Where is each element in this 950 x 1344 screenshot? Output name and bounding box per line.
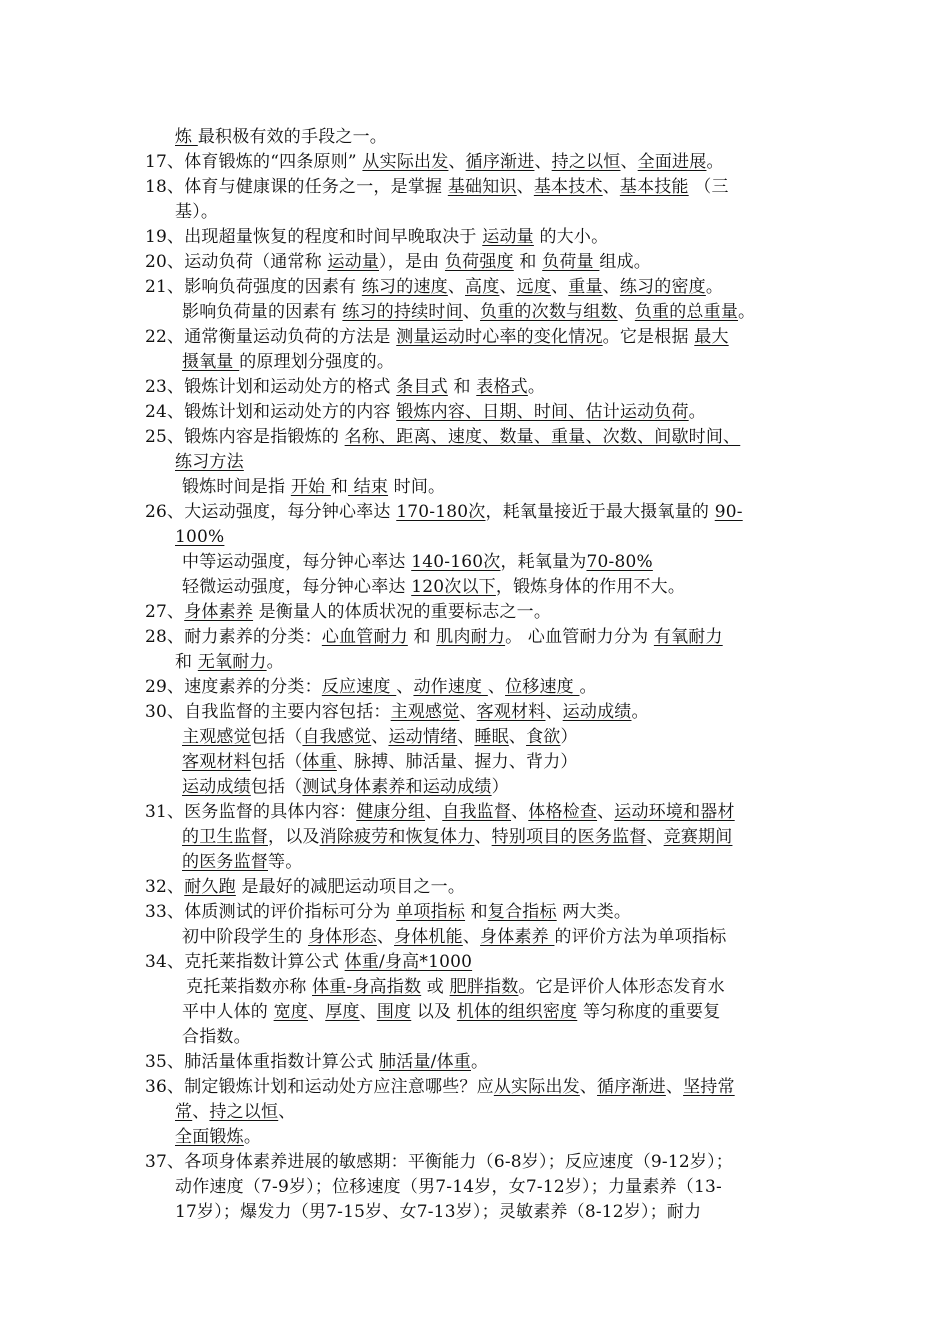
text-line xyxy=(182,351,394,373)
underlined-answer: 练习方法 xyxy=(175,452,244,472)
text-segment: 、 xyxy=(487,677,506,697)
underlined-answer: 主观感觉 xyxy=(182,727,251,747)
text-segment: 33、体质测试的评价指标可分为 xyxy=(145,902,397,922)
text-segment: 和 xyxy=(407,627,437,647)
underlined-answer: 最大 xyxy=(694,327,729,347)
text-segment: 28、耐力素养的分类： xyxy=(145,627,322,647)
text-segment: 17岁）；爆发力（男7-15岁、女7-13岁）；灵敏素养（8-12岁）；耐力 xyxy=(175,1202,702,1222)
text-segment: 、 xyxy=(474,827,492,847)
text-segment: 。 xyxy=(738,302,756,322)
underlined-answer: 基本技术 xyxy=(533,177,603,197)
text-segment: 。 xyxy=(243,1127,262,1147)
text-segment: 。 xyxy=(706,152,724,172)
text-line xyxy=(175,1101,295,1123)
underlined-answer: 睡眠 xyxy=(474,727,509,747)
text-segment: 的评价方法为单项指标 xyxy=(554,927,727,947)
text-segment: 锻炼时间是指 xyxy=(182,477,291,497)
text-line xyxy=(145,151,724,173)
text-segment: 31、医务监督的具体内容： xyxy=(145,802,357,822)
text-line xyxy=(182,551,653,573)
text-line xyxy=(145,426,740,448)
text-line xyxy=(145,1051,488,1073)
text-segment: 的原理划分强度的。 xyxy=(239,352,395,372)
text-segment: 、 xyxy=(462,927,481,947)
text-line xyxy=(145,226,608,248)
text-segment: 、 xyxy=(617,302,635,322)
text-segment: 。 xyxy=(527,377,546,397)
text-segment: ） xyxy=(560,727,578,747)
underlined-answer: 自我感觉 xyxy=(302,727,372,747)
underlined-answer: 单项指标 xyxy=(396,902,466,922)
text-segment: 。 xyxy=(579,677,597,697)
underlined-answer: 竞赛期间 xyxy=(663,827,733,847)
underlined-answer: 动作速度 xyxy=(413,677,488,697)
text-segment: 和 xyxy=(447,377,477,397)
text-segment: 和 xyxy=(330,477,349,497)
text-segment: 、 xyxy=(499,277,517,297)
underlined-answer: 持之以恒 xyxy=(551,152,621,172)
text-line xyxy=(182,576,685,598)
text-segment: ，以及 xyxy=(268,827,320,847)
underlined-answer: 测量运动时心率的变化情况 xyxy=(396,327,603,347)
underlined-answer: 运动情绪 xyxy=(388,727,458,747)
text-segment: 包括（ xyxy=(250,752,303,772)
text-segment: 34、克托莱指数计算公式 xyxy=(145,952,345,972)
text-segment: 23、锻炼计划和运动处方的格式 xyxy=(145,377,397,397)
underlined-answer: 位移速度 xyxy=(505,677,580,697)
text-line xyxy=(145,401,706,423)
underlined-answer: 肺活量/体重 xyxy=(379,1052,471,1072)
text-segment: 、 xyxy=(396,677,414,697)
text-line xyxy=(145,901,631,923)
text-line xyxy=(175,126,387,148)
text-segment: 的大小。 xyxy=(533,227,609,247)
underlined-answer: 体格检查 xyxy=(528,802,598,822)
underlined-answer: 的卫生监督 xyxy=(182,827,268,847)
underlined-answer: 负重的总重量 xyxy=(634,302,739,322)
underlined-answer: 机体的组织密度 xyxy=(456,1002,578,1022)
text-line xyxy=(182,776,509,798)
underlined-answer: 运动量 xyxy=(327,252,380,272)
text-segment: 两大类。 xyxy=(556,902,632,922)
text-segment: 动作速度（7-9岁）；位移速度（男7-14岁，女7-12岁）；力量素养（13- xyxy=(175,1177,722,1197)
text-line xyxy=(175,201,218,223)
text-segment: 或 xyxy=(421,977,450,997)
underlined-answer: 坚持常 xyxy=(683,1077,735,1097)
text-segment: 、 xyxy=(278,1102,296,1122)
text-segment: 、 xyxy=(516,177,534,197)
text-segment: ，耗氧量为 xyxy=(500,552,587,572)
text-line xyxy=(182,1001,720,1023)
underlined-answer: 120次以下 xyxy=(411,577,496,597)
text-line xyxy=(186,976,725,998)
underlined-answer: 从实际出发 xyxy=(362,152,449,172)
text-segment: 、 xyxy=(359,1002,377,1022)
underlined-answer: 远度 xyxy=(516,277,552,297)
text-segment: 22、通常衡量运动负荷的方法是 xyxy=(145,327,397,347)
text-segment: 、 xyxy=(534,152,552,172)
text-segment: 是最好的减肥运动项目之一。 xyxy=(235,877,466,897)
text-segment: 。 心血管耐力分为 xyxy=(505,627,654,647)
text-segment: 、 xyxy=(620,152,638,172)
text-segment: 19、出现超量恢复的程度和时间早晚取决于 xyxy=(145,227,483,247)
text-segment: 包括（ xyxy=(250,777,303,797)
text-line xyxy=(145,376,545,398)
text-segment: 、 xyxy=(459,702,477,722)
text-segment: 包括（ xyxy=(250,727,303,747)
underlined-answer: 条目式 xyxy=(396,377,448,397)
underlined-answer: 耐久跑 xyxy=(184,877,236,897)
text-segment: 、 xyxy=(376,927,395,947)
underlined-answer: 体重 xyxy=(302,752,337,772)
underlined-answer: 身体素养 xyxy=(184,602,254,622)
underlined-answer: 负荷量 xyxy=(542,252,600,272)
underlined-answer: 表格式 xyxy=(476,377,528,397)
underlined-answer: 的医务监督 xyxy=(182,852,268,872)
text-segment: 37、各项身体素养进展的敏感期：平衡能力（6-8岁）；反应速度（9-12岁）； xyxy=(145,1152,733,1172)
text-segment: 32、 xyxy=(145,877,185,897)
text-segment: 25、锻炼内容是指锻炼的 xyxy=(145,427,345,447)
underlined-answer: 100% xyxy=(175,527,225,547)
text-line xyxy=(175,1176,722,1198)
underlined-answer: 主观感觉 xyxy=(390,702,460,722)
text-line xyxy=(182,826,732,848)
text-segment: 中等运动强度，每分钟心率达 xyxy=(182,552,412,572)
underlined-answer: 有氧耐力 xyxy=(653,627,723,647)
underlined-answer: 70-80% xyxy=(586,552,653,572)
text-segment: 24、锻炼计划和运动处方的内容 xyxy=(145,402,397,422)
text-line xyxy=(175,526,224,548)
text-line xyxy=(182,476,445,498)
text-line xyxy=(145,801,735,823)
text-segment: 和 xyxy=(513,252,543,272)
underlined-answer: 健康分组 xyxy=(356,802,426,822)
underlined-answer: 身体机能 xyxy=(394,927,463,947)
underlined-answer: 从实际出发 xyxy=(493,1077,580,1097)
text-segment: 和 xyxy=(175,652,198,672)
text-segment: 21、影响负荷强度的因素有 xyxy=(145,277,362,297)
underlined-answer: 厚度 xyxy=(325,1002,360,1022)
text-segment: 。 xyxy=(688,402,706,422)
underlined-answer: 全面锻炼 xyxy=(175,1127,244,1147)
text-segment: 27、 xyxy=(145,602,185,622)
underlined-answer: 练习的速度 xyxy=(361,277,448,297)
underlined-answer: 肌肉耐力 xyxy=(436,627,506,647)
underlined-answer: 摄氧量 xyxy=(182,352,240,372)
text-line xyxy=(182,726,578,748)
text-segment: 、脉搏、肺活量、握力、背力） xyxy=(336,752,578,772)
underlined-answer: 练习的持续时间 xyxy=(342,302,463,322)
text-line xyxy=(145,501,743,523)
text-line xyxy=(182,851,302,873)
underlined-answer: 心血管耐力 xyxy=(321,627,408,647)
text-segment: 、 xyxy=(545,702,563,722)
text-segment: 、 xyxy=(448,152,466,172)
underlined-answer: 身体素养 xyxy=(480,927,555,947)
underlined-answer: 自我监督 xyxy=(442,802,512,822)
text-segment: 26、大运动强度，每分钟心率达 xyxy=(145,502,397,522)
text-segment: 克托莱指数亦称 xyxy=(186,977,313,997)
underlined-answer: 无氧耐力 xyxy=(197,652,267,672)
underlined-answer: 运动成绩 xyxy=(562,702,632,722)
text-segment: ，耗氧量接近于最大摄氧量的 xyxy=(485,502,715,522)
text-segment: 。它是根据 xyxy=(602,327,695,347)
text-segment: 、 xyxy=(192,1102,210,1122)
underlined-answer: 肥胖指数 xyxy=(449,977,519,997)
underlined-answer: 测试身体素养和运动成绩 xyxy=(302,777,492,797)
underlined-answer: 围度 xyxy=(376,1002,412,1022)
text-segment: 轻微运动强度，每分钟心率达 xyxy=(182,577,412,597)
text-segment: 、 xyxy=(597,802,615,822)
underlined-answer: 负荷强度 xyxy=(444,252,514,272)
text-line xyxy=(145,701,649,723)
underlined-answer: 循序渐进 xyxy=(597,1077,666,1097)
text-segment: 。 xyxy=(266,652,284,672)
text-segment: 是衡量人的体质状况的重要标志之一。 xyxy=(253,602,552,622)
underlined-answer: 特别项目的医务监督 xyxy=(491,827,647,847)
text-segment: 等。 xyxy=(268,852,303,872)
text-line xyxy=(145,676,597,698)
text-line xyxy=(145,951,472,973)
text-line xyxy=(175,651,284,673)
text-line xyxy=(145,601,551,623)
text-segment: 。 xyxy=(705,277,724,297)
text-line xyxy=(145,176,729,198)
text-segment: 、 xyxy=(646,827,664,847)
underlined-answer: 140-160次 xyxy=(411,552,501,572)
text-line xyxy=(145,876,465,898)
underlined-answer: 炼 xyxy=(175,127,198,147)
underlined-answer: 基本技能 xyxy=(619,177,689,197)
text-line xyxy=(145,251,651,273)
text-segment: ），是由 xyxy=(379,252,445,272)
text-segment: 影响负荷量的因素有 xyxy=(182,302,343,322)
text-segment: 时间。 xyxy=(388,477,446,497)
text-segment: 初中阶段学生的 xyxy=(182,927,309,947)
underlined-answer: 反应速度 xyxy=(321,677,397,697)
text-segment: 、 xyxy=(508,727,527,747)
text-segment: 、 xyxy=(602,277,620,297)
text-segment: 和 xyxy=(465,902,488,922)
text-segment: 等匀称度的重要复 xyxy=(577,1002,721,1022)
underlined-answer: 名称、距离、速度、数量、重量、次数、间歇时间、 xyxy=(344,427,741,447)
text-line xyxy=(145,276,723,298)
text-line xyxy=(182,1026,251,1048)
underlined-answer: 循序渐进 xyxy=(465,152,535,172)
text-segment: 基）。 xyxy=(175,202,219,222)
text-line xyxy=(145,626,723,648)
text-line xyxy=(182,751,578,773)
underlined-answer: 重量 xyxy=(568,277,603,297)
underlined-answer: 锻炼内容、日期、时间、估计运动负荷 xyxy=(396,402,689,422)
text-segment: 。 xyxy=(470,1052,489,1072)
text-segment: 以及 xyxy=(411,1002,457,1022)
underlined-answer: 基础知识 xyxy=(447,177,517,197)
underlined-answer: 宽度 xyxy=(273,1002,309,1022)
underlined-answer: 消除疲劳和恢复体力 xyxy=(319,827,475,847)
text-segment: 、 xyxy=(447,277,466,297)
text-line xyxy=(175,1201,701,1223)
underlined-answer: 运动量 xyxy=(482,227,534,247)
underlined-answer: 练习的密度 xyxy=(619,277,706,297)
underlined-answer: 负重的次数与组数 xyxy=(480,302,618,322)
text-line xyxy=(145,1151,733,1173)
underlined-answer: 持之以恒 xyxy=(209,1102,279,1122)
underlined-answer: 全面进展 xyxy=(637,152,707,172)
underlined-answer: 开始 xyxy=(290,477,331,497)
text-line xyxy=(182,926,726,948)
text-segment: 平中人体的 xyxy=(182,1002,274,1022)
text-segment: ，锻炼身体的作用不大。 xyxy=(495,577,686,597)
text-segment: 、 xyxy=(308,1002,326,1022)
text-segment: 组成。 xyxy=(599,252,652,272)
underlined-answer: 高度 xyxy=(465,277,500,297)
text-segment: 、 xyxy=(462,302,481,322)
text-segment: （三 xyxy=(688,177,729,197)
underlined-answer: 客观材料 xyxy=(476,702,546,722)
underlined-answer: 身体形态 xyxy=(308,927,377,947)
text-segment: 。 xyxy=(631,702,649,722)
text-segment: 、 xyxy=(457,727,475,747)
text-segment: 最积极有效的手段之一。 xyxy=(197,127,388,147)
text-segment: 、 xyxy=(371,727,389,747)
text-segment: 、 xyxy=(602,177,620,197)
text-line xyxy=(175,451,244,473)
text-segment: 、 xyxy=(425,802,443,822)
text-segment: 17、体育锻炼的“四条原则” xyxy=(145,152,363,172)
underlined-answer: 体重/身高*1000 xyxy=(344,952,473,972)
text-segment: 、 xyxy=(579,1077,598,1097)
text-segment: 、 xyxy=(511,802,529,822)
underlined-answer: 食欲 xyxy=(526,727,561,747)
underlined-answer: 90- xyxy=(714,502,743,522)
text-segment: 36、制定锻炼计划和运动处方应注意哪些？应 xyxy=(145,1077,494,1097)
text-segment: 、 xyxy=(551,277,569,297)
text-segment: ） xyxy=(491,777,509,797)
text-line xyxy=(182,301,755,323)
text-segment: 20、运动负荷（通常称 xyxy=(145,252,328,272)
text-segment: 合指数。 xyxy=(182,1027,251,1047)
underlined-answer: 复合指标 xyxy=(487,902,557,922)
text-segment: 18、体育与健康课的任务之一，是掌握 xyxy=(145,177,448,197)
underlined-answer: 结束 xyxy=(348,477,389,497)
text-segment: 30、自我监督的主要内容包括： xyxy=(145,702,391,722)
underlined-answer: 运动环境和器材 xyxy=(614,802,735,822)
underlined-answer: 体重-身高指数 xyxy=(312,977,422,997)
underlined-answer: 常 xyxy=(175,1102,193,1122)
underlined-answer: 170-180次 xyxy=(396,502,486,522)
underlined-answer: 运动成绩 xyxy=(182,777,251,797)
text-segment: 。它是评价人体形态发育水 xyxy=(518,977,725,997)
text-line xyxy=(175,1126,261,1148)
text-line xyxy=(145,326,729,348)
text-segment: 35、肺活量体重指数计算公式 xyxy=(145,1052,380,1072)
text-segment: 29、速度素养的分类： xyxy=(145,677,322,697)
underlined-answer: 客观材料 xyxy=(182,752,251,772)
text-line xyxy=(145,1076,735,1098)
text-segment: 、 xyxy=(665,1077,684,1097)
